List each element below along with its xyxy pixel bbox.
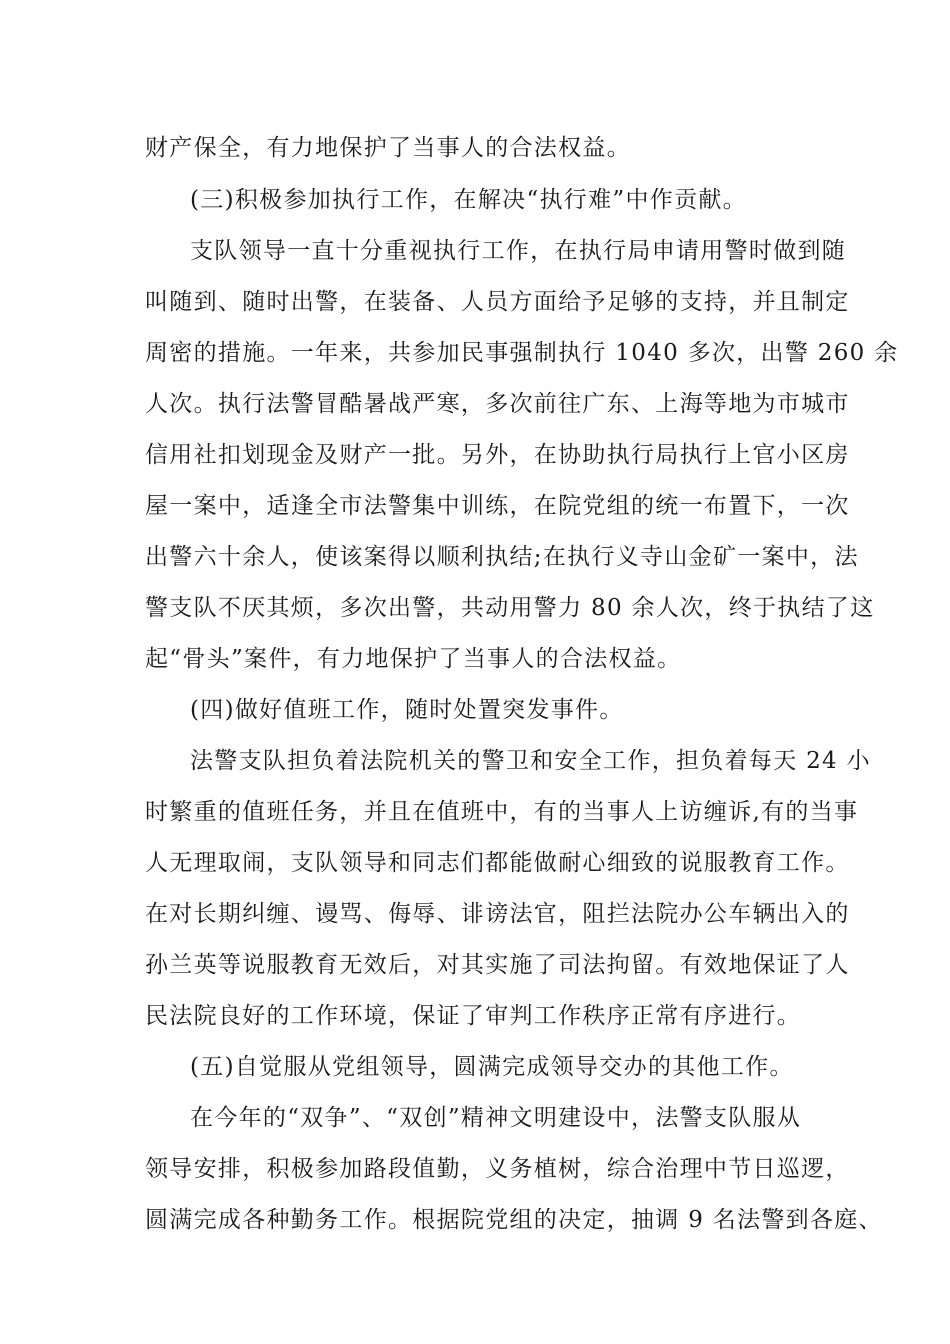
- text-line: 人次。执行法警冒酷暑战严寒，多次前往广东、上海等地为市城市: [145, 391, 850, 417]
- text-line: 孙兰英等说服教育无效后，对其实施了司法拘留。有效地保证了人: [145, 952, 850, 978]
- section-heading: (五)自觉服从党组领导，圆满完成领导交办的其他工作。: [190, 1054, 794, 1080]
- text-line: 时繁重的值班任务，并且在值班中，有的当事人上访缠诉,有的当事: [145, 799, 859, 825]
- text-line: 出警六十余人，使该案得以顺利执结;在执行义寺山金矿一案中，法: [145, 544, 859, 570]
- text-line: 圆满完成各种勤务工作。根据院党组的决定，抽调 9 名法警到各庭、: [145, 1207, 883, 1233]
- text-line: 支队领导一直十分重视执行工作，在执行局申请用警时做到随: [190, 238, 847, 264]
- text-line: 在今年的“双争”、“双创”精神文明建设中，法警支队服从: [190, 1105, 802, 1131]
- text-line: 叫随到、随时出警，在装备、人员方面给予足够的支持，并且制定: [145, 289, 850, 315]
- text-line: 领导安排，积极参加路段值勤，义务植树，综合治理中节日巡逻，: [145, 1156, 850, 1182]
- text-line: 法警支队担负着法院机关的警卫和安全工作，担负着每天 24 小: [190, 748, 871, 774]
- text-line: 周密的措施。一年来，共参加民事强制执行 1040 多次，出警 260 余: [145, 340, 899, 366]
- text-line: 财产保全，有力地保护了当事人的合法权益。: [145, 135, 631, 161]
- section-heading: (四)做好值班工作，随时处置突发事件。: [190, 697, 624, 723]
- text-line: 警支队不厌其烦，多次出警，共动用警力 80 余人次，终于执结了这: [145, 595, 875, 621]
- text-line: 民法院良好的工作环境，保证了审判工作秩序正常有序进行。: [145, 1003, 802, 1029]
- text-line: 人无理取闹，支队领导和同志们都能做耐心细致的说服教育工作。: [145, 850, 850, 876]
- text-line: 在对长期纠缠、谩骂、侮辱、诽谤法官，阻拦法院办公车辆出入的: [145, 901, 850, 927]
- text-line: 起“骨头”案件，有力地保护了当事人的合法权益。: [145, 646, 682, 672]
- section-heading: (三)积极参加执行工作，在解决“执行难”中作贡献。: [190, 187, 747, 213]
- text-line: 信用社扣划现金及财产一批。另外，在协助执行局执行上官小区房: [145, 442, 850, 468]
- text-line: 屋一案中，适逢全市法警集中训练，在院党组的统一布置下，一次: [145, 493, 850, 519]
